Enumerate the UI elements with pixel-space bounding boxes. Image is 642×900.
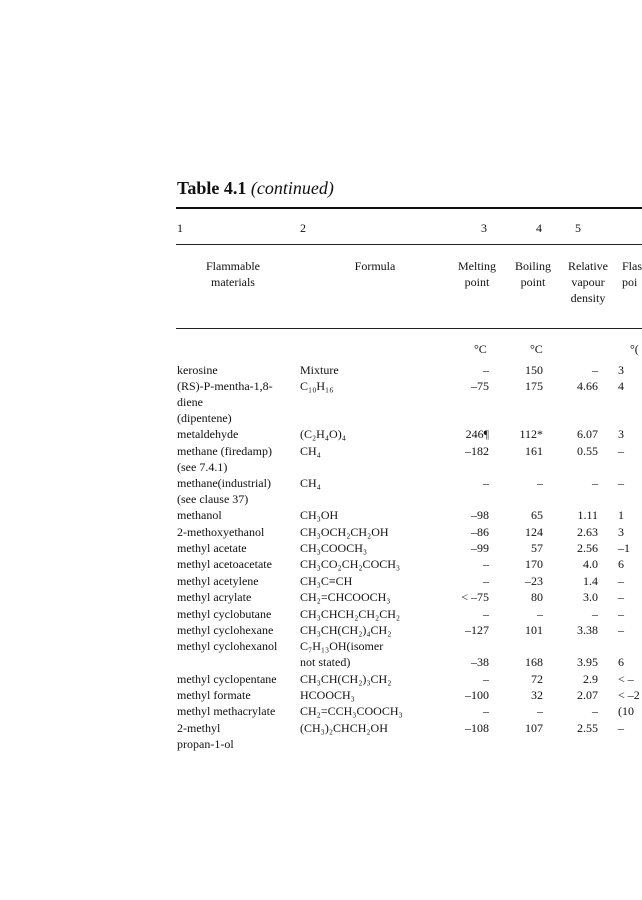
vapour-density-value: – <box>592 363 598 377</box>
melting-point-value: 246¶ <box>465 427 489 442</box>
boiling-point-value: – <box>537 606 543 621</box>
material-name: methane (firedamp) <box>177 443 272 458</box>
vapour-density-value: 2.55 <box>577 720 598 735</box>
material-formula: (CH₃)₂CHCH₂OH <box>300 720 388 735</box>
melting-point-value: –38 <box>471 655 489 670</box>
material-formula: CH₄ <box>300 443 321 458</box>
melting-point-value: – <box>483 704 489 719</box>
boiling-point-value: 80 <box>531 590 543 605</box>
boiling-point-value: 101 <box>525 623 543 637</box>
melting-point-value: –108 <box>465 720 489 735</box>
material-formula: CH₃OCH₂CH₂OH <box>300 524 389 539</box>
table-title <box>177 178 334 199</box>
material-formula: CH₄ <box>300 476 321 490</box>
material-name: (dipentene) <box>177 410 232 425</box>
material-name: methanol <box>177 508 222 523</box>
melting-point-value: –98 <box>471 508 489 523</box>
material-formula: Mixture <box>300 363 339 377</box>
flash-point-value: < –2 <box>618 688 640 702</box>
melting-point-value: – <box>483 606 489 621</box>
vapour-density-value: 2.56 <box>577 541 598 555</box>
unit-flash: °( <box>630 342 639 356</box>
material-name: methyl acrylate <box>177 590 252 605</box>
material-formula: not stated) <box>300 655 351 670</box>
material-formula: CH₃CH(CH₂)₃CH₂ <box>300 671 392 686</box>
material-formula: C₇H₁₃OH(isomer <box>300 639 384 654</box>
boiling-point-value: 72 <box>531 671 543 686</box>
boiling-point-value: –23 <box>525 573 543 588</box>
column-number-3: 3 <box>481 221 487 235</box>
vapour-density-value: 4.66 <box>577 379 598 394</box>
flash-point-value: – <box>618 720 624 735</box>
material-formula: CH₃C≡CH <box>300 573 353 588</box>
flash-point-value: – <box>618 476 624 490</box>
unit-boiling: °C <box>530 342 543 356</box>
table-title-number: Table 4.1 <box>177 178 247 198</box>
melting-point-value: –86 <box>471 524 489 539</box>
flash-point-value: 3 <box>618 363 624 377</box>
vapour-density-value: – <box>592 606 598 621</box>
material-name: methyl cyclobutane <box>177 606 272 621</box>
flash-point-value: –1 <box>618 541 630 555</box>
vapour-density-value: – <box>592 704 598 719</box>
vapour-density-value: – <box>592 476 598 490</box>
material-name: methyl formate <box>177 688 251 702</box>
material-name: methyl acetate <box>177 541 247 555</box>
vapour-density-value: 3.95 <box>577 655 598 670</box>
flash-point-value: (10 <box>618 704 634 719</box>
material-formula: CH₂=CHCOOCH₃ <box>300 590 391 605</box>
boiling-point-value: 175 <box>525 379 543 394</box>
melting-point-value: –100 <box>465 688 489 702</box>
material-name: methyl cyclohexane <box>177 623 274 637</box>
boiling-point-value: 112* <box>519 427 543 442</box>
column-number-1: 1 <box>177 221 183 235</box>
melting-point-value: – <box>483 671 489 686</box>
header-melting-point: Melting point <box>458 259 496 289</box>
boiling-point-value: – <box>537 704 543 719</box>
melting-point-value: – <box>483 557 489 572</box>
melting-point-value: –75 <box>471 379 489 394</box>
flash-point-value: 6 <box>618 557 624 572</box>
vapour-density-value: 4.0 <box>583 557 598 572</box>
flash-point-value: < – <box>618 671 634 686</box>
boiling-point-value: 65 <box>531 508 543 523</box>
vapour-density-value: 1.4 <box>583 573 598 588</box>
material-formula: CH₃CHCH₂CH₂CH₂ <box>300 606 401 621</box>
unit-melting: °C <box>474 342 487 356</box>
material-name: 2-methyl <box>177 720 221 735</box>
flash-point-value: 6 <box>618 655 624 670</box>
material-name: (see 7.4.1) <box>177 459 228 474</box>
flash-point-value: – <box>618 573 624 588</box>
vapour-density-value: 2.07 <box>577 688 598 702</box>
boiling-point-value: 124 <box>525 524 543 539</box>
material-formula: (C₂H₄O)₄ <box>300 427 346 442</box>
material-name: metaldehyde <box>177 427 239 442</box>
column-number-2: 2 <box>300 221 306 235</box>
material-name: (see clause 37) <box>177 491 249 506</box>
header-rule <box>176 244 642 245</box>
boiling-point-value: 32 <box>531 688 543 702</box>
melting-point-value: –127 <box>465 623 489 637</box>
vapour-density-value: 3.38 <box>577 623 598 637</box>
flash-point-value: – <box>618 623 624 637</box>
header-flammable-materials: Flammable materials <box>206 259 260 289</box>
top-rule <box>176 207 642 209</box>
flash-point-value: 3 <box>618 524 624 539</box>
vapour-density-value: 3.0 <box>583 590 598 605</box>
material-name: kerosine <box>177 363 218 377</box>
material-formula: HCOOCH₃ <box>300 688 355 702</box>
material-name: 2-methoxyethanol <box>177 524 265 539</box>
material-name: (RS)-P-mentha-1,8- <box>177 379 273 394</box>
material-formula: CH₂=CCH₃COOCH₃ <box>300 704 403 719</box>
material-name: propan-1-ol <box>177 736 234 751</box>
boiling-point-value: 150 <box>525 363 543 377</box>
melting-point-value: –99 <box>471 541 489 555</box>
vapour-density-value: 2.63 <box>577 524 598 539</box>
vapour-density-value: 0.55 <box>577 443 598 458</box>
header-flash-point: Flas poi <box>622 259 642 289</box>
header-boiling-point: Boiling point <box>514 259 551 289</box>
material-formula: CH₃OH <box>300 508 339 523</box>
boiling-point-value: 107 <box>525 720 543 735</box>
boiling-point-value: 168 <box>525 655 543 670</box>
table-title-continued: (continued) <box>250 178 334 198</box>
material-formula: C₁₀H₁₆ <box>300 379 334 394</box>
vapour-density-value: 6.07 <box>577 427 598 442</box>
column-number-4: 4 <box>536 221 542 235</box>
flash-point-value: 3 <box>618 427 624 442</box>
flash-point-value: 4 <box>618 379 624 394</box>
material-formula: CH₃COOCH₃ <box>300 541 368 555</box>
units-rule <box>176 328 642 329</box>
boiling-point-value: – <box>537 476 543 490</box>
flash-point-value: 1 <box>618 508 624 523</box>
material-name: methyl cyclopentane <box>177 671 277 686</box>
melting-point-value: – <box>483 363 489 377</box>
material-formula: CH₃CH(CH₂)₄CH₂ <box>300 623 392 637</box>
material-name: methyl acetylene <box>177 573 259 588</box>
material-name: methyl methacrylate <box>177 704 276 719</box>
material-name: methyl cyclohexanol <box>177 639 278 654</box>
boiling-point-value: 170 <box>525 557 543 572</box>
boiling-point-value: 57 <box>531 541 543 555</box>
boiling-point-value: 161 <box>525 443 543 458</box>
vapour-density-value: 1.11 <box>577 508 598 523</box>
header-formula: Formula <box>354 259 396 273</box>
vapour-density-value: 2.9 <box>583 671 598 686</box>
melting-point-value: –182 <box>465 443 489 458</box>
material-name: diene <box>177 395 203 410</box>
header-relative-vapour-density: Relative vapour density <box>568 259 608 305</box>
melting-point-value: – <box>483 476 489 490</box>
flash-point-value: – <box>618 606 624 621</box>
flash-point-value: – <box>618 443 624 458</box>
melting-point-value: < –75 <box>461 590 489 605</box>
material-formula: CH₃CO₂CH₂COCH₃ <box>300 557 401 572</box>
melting-point-value: – <box>483 573 489 588</box>
material-name: methane(industrial) <box>177 476 271 490</box>
flash-point-value: – <box>618 590 624 605</box>
column-number-5: 5 <box>575 221 581 235</box>
material-name: methyl acetoacetate <box>177 557 272 572</box>
